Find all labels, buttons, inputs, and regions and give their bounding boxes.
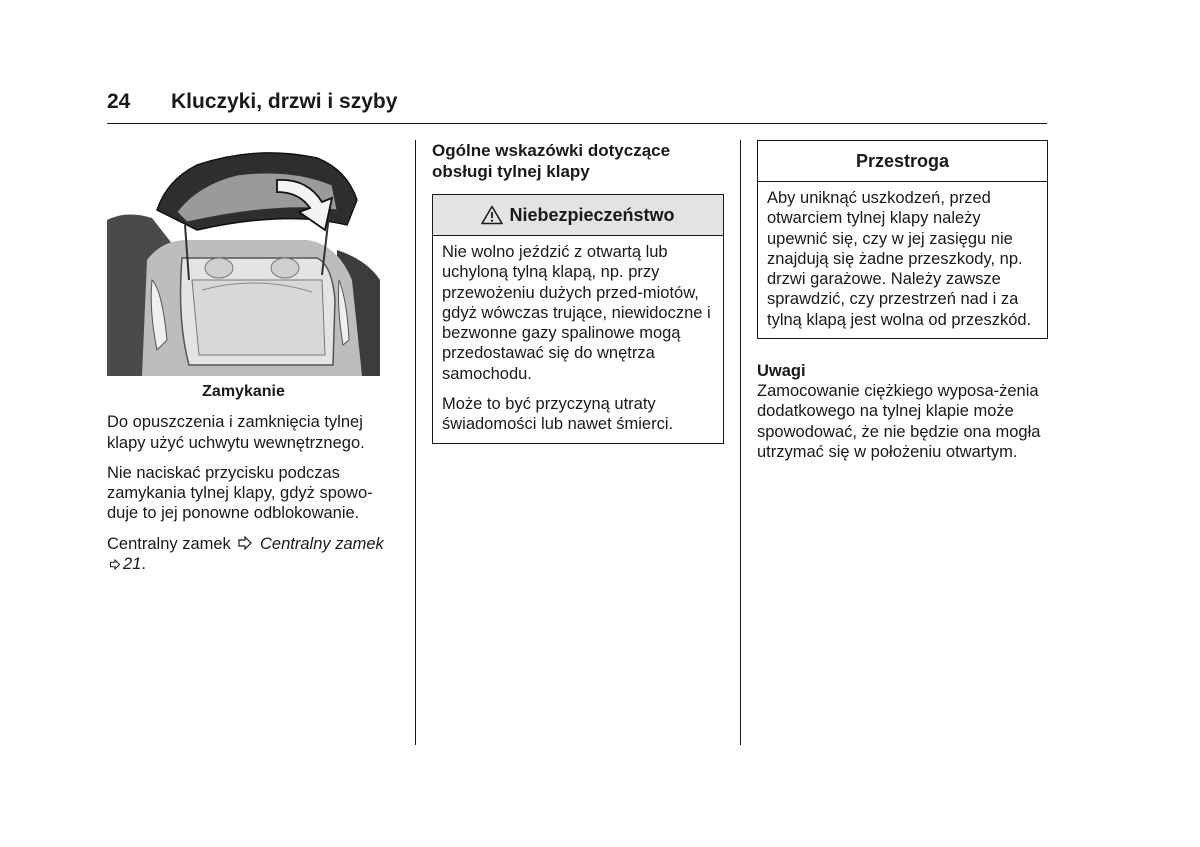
caution-title: Przestroga — [855, 150, 950, 171]
ref-prefix: Centralny zamek — [107, 534, 231, 553]
column-2 — [432, 140, 724, 444]
reference-arrow-icon — [109, 559, 121, 570]
section-title: Kluczyki, drzwi i szyby — [171, 90, 398, 113]
paragraph-2: Nie naciskać przycisku podczas zamykania tylnej klapy, gdyż spowo-duje to jej ponowne odblokowanie. — [107, 463, 373, 523]
danger-box — [432, 194, 724, 444]
reference-arrow-icon — [237, 536, 253, 550]
column-3 — [757, 140, 1048, 472]
warning-triangle-icon — [481, 205, 503, 225]
section-heading: Ogólne wskazówki dotyczące obsługi tylnej klapy — [432, 141, 671, 181]
notes-heading: Uwagi — [757, 362, 806, 381]
car-tailgate-closing-illustration — [107, 140, 380, 376]
danger-paragraph-2: Może to być przyczyną utraty świadomości lub nawet śmierci. — [442, 395, 674, 434]
danger-header — [433, 195, 723, 236]
caution-box — [757, 140, 1048, 339]
column-divider-2 — [740, 140, 741, 745]
ref-suffix: . — [141, 555, 146, 574]
column-divider-1 — [415, 140, 416, 745]
page-number: 24 — [107, 90, 131, 113]
figure-caption: Zamykanie — [202, 383, 285, 400]
ref-link[interactable]: Centralny zamek — [260, 534, 384, 553]
danger-title: Niebezpieczeństwo — [509, 204, 675, 225]
notes-text: Zamocowanie ciężkiego wyposa-żenia dodatkowego na tylnej klapie może spowodować, że nie będzie ona mogła utrzymać się w położeniu otwartym. — [757, 382, 1041, 461]
column-1 — [107, 140, 397, 584]
header-divider — [107, 123, 1047, 124]
danger-paragraph-1: Nie wolno jeździć z otwartą lub uchyloną tylną klapą, np. przy przewożeniu dużych przed-miotów, gdyż wówczas trujące, niewidoczne i bezwonne gazy spalinowe mogą przedostawać się do wnętrza samochodu. — [442, 243, 711, 383]
caution-header — [758, 141, 1047, 182]
paragraph-1: Do opuszczenia i zamknięcia tylnej klapy użyć uchwytu wewnętrznego. — [107, 413, 365, 452]
cross-reference — [107, 534, 397, 575]
caution-text: Aby uniknąć uszkodzeń, przed otwarciem tylnej klapy należy upewnić się, czy w jej zasięgu nie znajdują się żadne przeszkody, np. drzwi garażowe. Należy zawsze sprawdzić, czy przestrzeń nad i za tylną klapą jest wolna od przeszkód. — [767, 189, 1032, 329]
ref-page[interactable]: 21 — [123, 555, 142, 574]
